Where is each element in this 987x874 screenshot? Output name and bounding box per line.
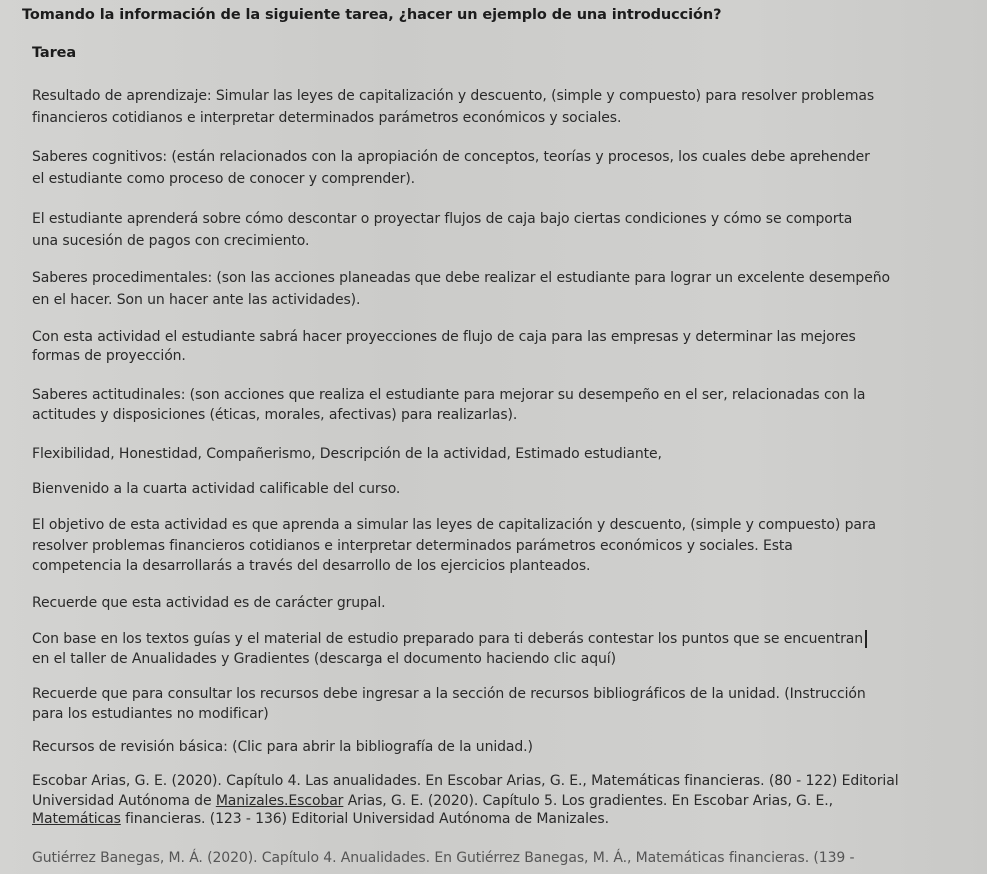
- download-link-line[interactable]: en el taller de Anualidades y Gradientes (descarga el documento haciendo clic aquí): [32, 651, 616, 667]
- values-paragraph: Flexibilidad, Honestidad, Compañerismo, Descripción de la actividad, Estimado estudiante,: [32, 446, 662, 462]
- paragraph-line: resolver problemas financieros cotidianos e interpretar determinados parámetros económicos y sociales. Esta: [32, 538, 793, 554]
- paragraph-line: Matemáticas financieras. (123 - 136) Editorial Universidad Autónoma de Manizales.: [32, 811, 609, 827]
- paragraph-line: financieros cotidianos e interpretar determinados parámetros económicos y sociales.: [32, 110, 622, 126]
- paragraph-line: El estudiante aprenderá sobre cómo descontar o proyectar flujos de caja bajo ciertas condiciones y cómo se comporta: [32, 211, 853, 227]
- paragraph-line: Saberes actitudinales: (son acciones que realiza el estudiante para mejorar su desempeño en el ser, relacionadas con la: [32, 387, 866, 403]
- paragraph-line: Saberes procedimentales: (son las acciones planeadas que debe realizar el estudiante para lograr un excelente desempeño: [32, 270, 890, 286]
- manizales-link[interactable]: Manizales.Escobar: [215, 793, 344, 809]
- paragraph-line: en el hacer. Son un hacer ante las actividades).: [32, 292, 361, 308]
- question-title: Tomando la información de la siguiente tarea, ¿hacer un ejemplo de una introducción?: [22, 7, 722, 23]
- reference-gutierrez: Gutiérrez Banegas, M. Á. (2020). Capítulo 4. Anualidades. En Gutiérrez Banegas, M. Á., Matemáticas financieras. (139 -: [32, 850, 855, 866]
- paragraph-line: Resultado de aprendizaje: Simular las leyes de capitalización y descuento, (simple y compuesto) para resolver problemas: [32, 88, 875, 104]
- paragraph-line: Universidad Autónoma de Manizales.Escobar Arias, G. E. (2020). Capítulo 5. Los gradientes. En Escobar Arias, G. E.,: [32, 793, 833, 809]
- paragraph-line: competencia la desarrollarás a través del desarrollo de los ejercicios planteados.: [32, 558, 591, 574]
- paragraph-line: Con base en los textos guías y el material de estudio preparado para ti deberás contestar los puntos que se encuentran: [32, 630, 867, 648]
- paragraph-line: actitudes y disposiciones (éticas, morales, afectivas) para realizarlas).: [32, 407, 518, 423]
- welcome-paragraph: Bienvenido a la cuarta actividad calificable del curso.: [32, 481, 401, 497]
- task-heading: Tarea: [32, 45, 77, 61]
- paragraph-line: El objetivo de esta actividad es que aprenda a simular las leyes de capitalización y descuento, (simple y compuesto) para: [32, 517, 876, 533]
- matematicas-link[interactable]: Matemáticas: [32, 811, 121, 827]
- paragraph-line: Saberes cognitivos: (están relacionados con la apropiación de conceptos, teorías y procesos, los cuales debe aprehender: [32, 149, 870, 165]
- paragraph-line: una sucesión de pagos con crecimiento.: [32, 233, 310, 249]
- paragraph-line: para los estudiantes no modificar): [32, 706, 269, 722]
- text-cursor: [865, 630, 867, 648]
- group-activity-note: Recuerde que esta actividad es de carácter grupal.: [32, 595, 386, 611]
- paragraph-line: Escobar Arias, G. E. (2020). Capítulo 4. Las anualidades. En Escobar Arias, G. E., Matemáticas financieras. (80 - 122) Editorial: [32, 773, 899, 789]
- paragraph-line: formas de proyección.: [32, 348, 186, 364]
- bibliography-link[interactable]: Recursos de revisión básica: (Clic para abrir la bibliografía de la unidad.): [32, 739, 533, 755]
- paragraph-line: el estudiante como proceso de conocer y comprender).: [32, 171, 416, 187]
- paragraph-line: Con esta actividad el estudiante sabrá hacer proyecciones de flujo de caja para las empresas y determinar las mejores: [32, 329, 856, 345]
- paragraph-line: Recuerde que para consultar los recursos debe ingresar a la sección de recursos bibliográficos de la unidad. (Instrucción: [32, 686, 866, 702]
